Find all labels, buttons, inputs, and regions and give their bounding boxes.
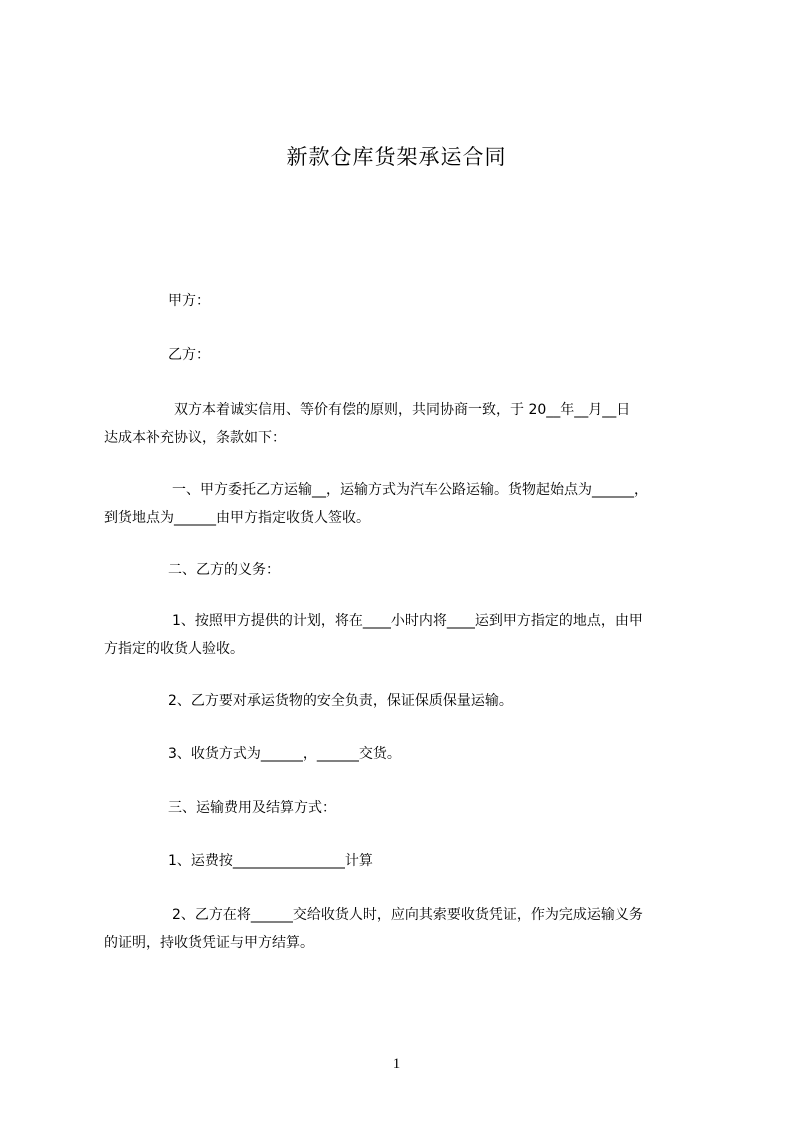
- clause-3-item-2-line-2: 的证明，持收货凭证与甲方结算。: [104, 935, 314, 951]
- clause-1-paragraph: [104, 476, 714, 532]
- clause-1-line-2: 到货地点为______由甲方指定收货人签收。: [104, 510, 370, 526]
- clause-2-heading: 二、乙方的义务：: [168, 562, 280, 578]
- clause-2-item-2: 2、乙方要对承运货物的安全负责，保证保质保量运输。: [168, 693, 513, 709]
- clause-2-item-1-line-2: 方指定的收货人验收。: [104, 641, 244, 657]
- intro-line-1: 双方本着诚实信用、等价有偿的原则，共同协商一致，于 20__年__月__日: [174, 402, 631, 418]
- clause-2-item-3: 3、收货方式为______，______交货。: [168, 746, 401, 762]
- clause-2-item-1-line-1: 1、按照甲方提供的计划，将在____小时内将____运到甲方指定的地点，由甲: [172, 613, 643, 629]
- clause-1-line-1: 一、甲方委托乙方运输__，运输方式为汽车公路运输。货物起始点为______，: [172, 482, 648, 498]
- party-a-label: 甲方：: [168, 293, 210, 309]
- clause-3-item-1: 1、运费按________________计算: [168, 853, 373, 869]
- clause-3-heading: 三、运输费用及结算方式：: [168, 800, 336, 816]
- clause-3-item-2: [104, 901, 714, 957]
- clause-3-item-2-line-1: 2、乙方在将______交给收货人时，应向其索要收货凭证，作为完成运输义务: [172, 907, 643, 923]
- intro-paragraph: [104, 396, 714, 452]
- document-title: 新款仓库货架承运合同: [286, 145, 507, 169]
- intro-line-2: 达成本补充协议，条款如下：: [104, 430, 286, 446]
- party-b-label: 乙方：: [168, 347, 210, 363]
- clause-2-item-1: [104, 607, 714, 663]
- page-number: 1: [392, 1056, 401, 1072]
